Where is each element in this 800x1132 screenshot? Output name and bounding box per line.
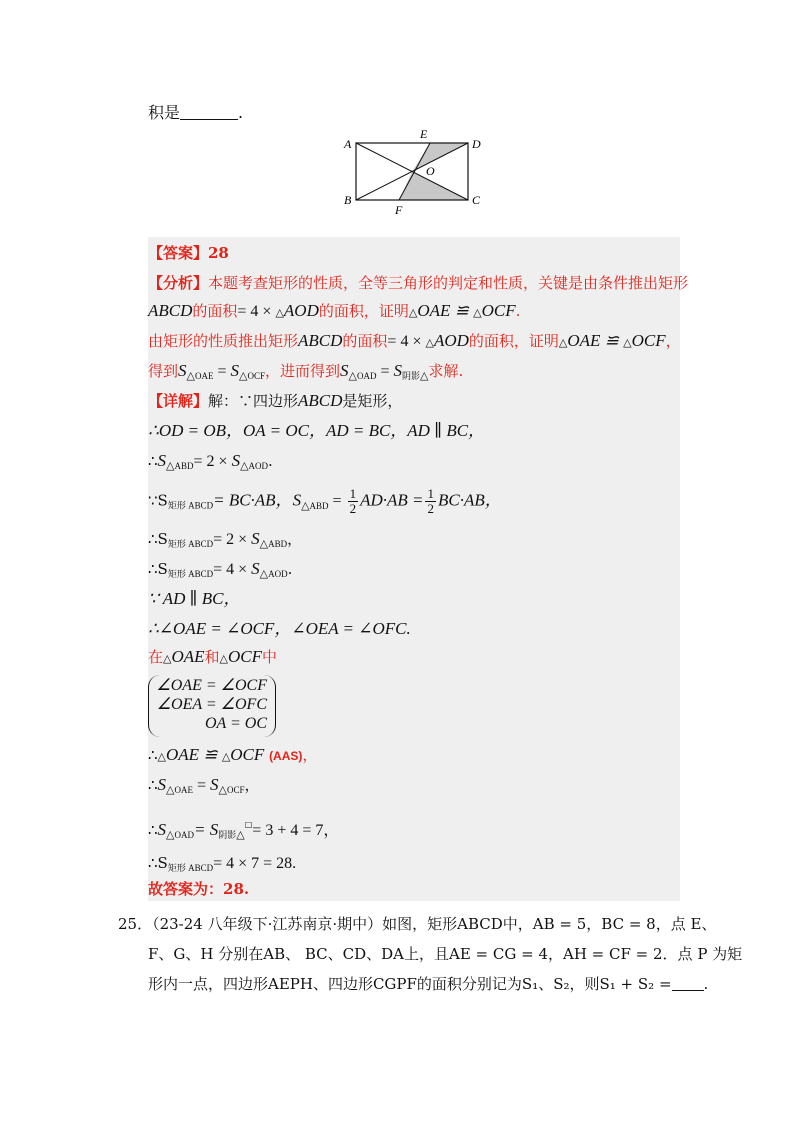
detail-line-1: 【详解】解：∵四边形ABCD是矩形， [148,391,403,410]
step-7: ∴∠OAE = ∠OCF，∠OEA = ∠OFC. [148,619,411,638]
step-6: ∵ AD ∥ BC， [148,589,241,608]
step-8: 在△OAE和△OCF中 [148,647,278,666]
step-1: ∴OD = OB，OA = OC，AD = BC，AD ∥ BC， [148,421,486,440]
answer-blank-25 [672,976,704,991]
fraction-half-2: $\frac{1}{2}$ [427,486,434,516]
step-2: $\therefore S_{\triangle ABD}= 2 \times S_{\triangle AOD}$. [148,451,273,472]
step-12: $\therefore S_{矩形 ABCD}= 4 \times 7 = 28$. [148,854,297,873]
fragment-text: 积是 [148,103,181,122]
label-c: C [472,193,481,207]
label-e: E [420,127,428,141]
answer-line: 【答案】28 [148,244,229,262]
step-4: $\therefore S_{矩形 ABCD}= 2 \times S_{\triangle ABD}$， [148,529,303,550]
question-fragment [148,100,243,123]
analysis-line-4: 得到$S_{\triangle OAE} = S_{\triangle OCF}$，进而得到$S_{\triangle OAD} = S_{阴影\triangle}$求解. [148,361,464,382]
label-o: O [426,164,435,178]
answer-blank [180,105,238,120]
label-a: A [344,137,352,151]
label-f: F [395,203,403,217]
fraction-half-1: $\frac{1}{2}$ [349,486,357,516]
final-answer: 故答案为：28. [148,880,250,898]
step-3: $\because S_{矩形 ABCD}= BC\cdot AB$，$S_{\triangle ABD}$ = $\frac{1}{2}$ AD·AB = $\frac{1}{2}$ BC·AB， [148,486,502,516]
label-b: B [344,193,352,207]
step-10: $\therefore S_{\triangle OAE} = S_{\triangle OCF}$， [148,775,260,796]
system-row-3: OA = OC [204,715,267,732]
system-row-1: ∠OAE = ∠OCF [156,677,267,694]
congruence-system [148,675,276,737]
step-9: ∴△OAE ≌ △OCF (AAS)， [148,745,318,764]
system-row-2: ∠OEA = ∠OFC [156,696,267,713]
analysis-line-1: 【分析】本题考查矩形的性质，全等三角形的判定和性质，关键是由条件推出矩形 [148,274,689,292]
answer-panel [148,237,689,901]
step-11: $\therefore S_{\triangle OAD}= S_{阴影\triangle}^□= 3 + 4 = 7$， [148,820,340,841]
question-25-line-3: 形内一点，四边形AEPH、四边形CGPF的面积分别记为S₁、S₂，则S₁ + S₂ = . [148,975,709,993]
question-25-line-2: F、G、H 分别在AB、 BC、CD、DA上，且AE = CG = 4，AH = CF = 2．点 P 为矩 [148,945,743,963]
rectangle-figure [338,124,498,220]
analysis-line-2: ABCD的面积= 4 × △AOD的面积，证明△OAE ≌ △OCF. [148,301,521,320]
step-5: $\therefore S_{矩形 ABCD}= 4 \times S_{\triangle AOD}$. [148,559,293,580]
question-25-line-1: 25．（23-24 八年级下·江苏南京·期中）如图，矩形ABCD中，AB = 5，BC = 8，点 E、 [118,915,717,933]
label-d: D [472,137,481,151]
analysis-line-3: 由矩形的性质推出矩形ABCD的面积= 4 × △AOD的面积，证明△OAE ≌ △OCF， [148,331,681,350]
fragment-tail: . [238,103,244,122]
